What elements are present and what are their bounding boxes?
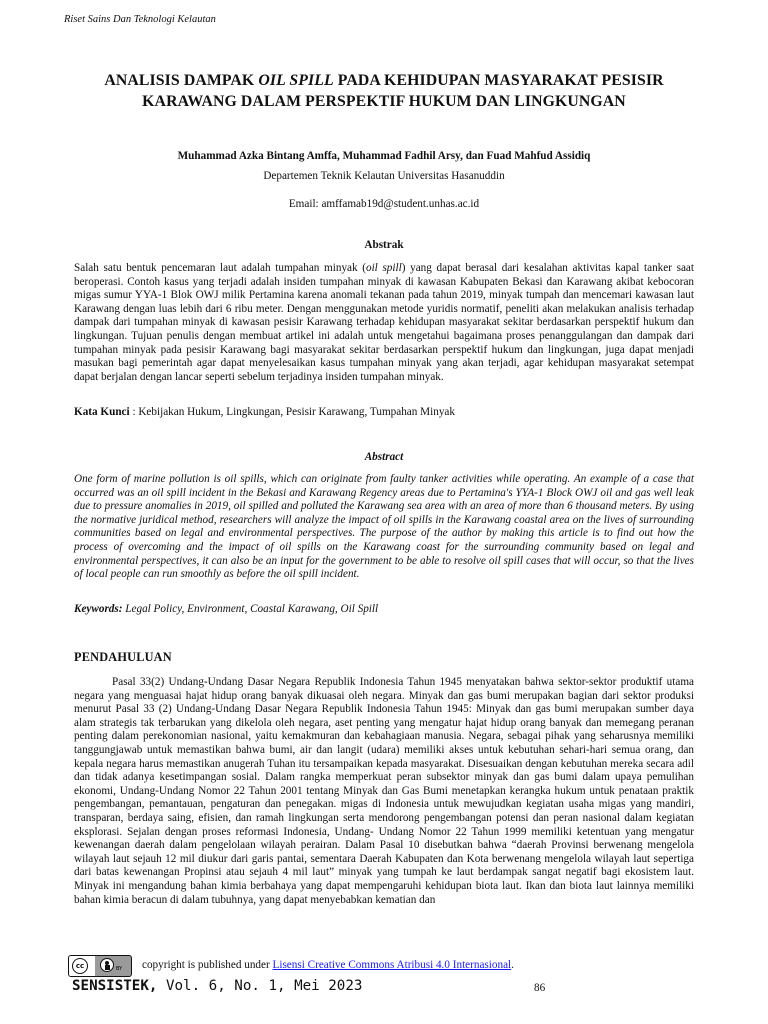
abstrak-body	[74, 262, 694, 384]
copyright-text: copyright is published under	[142, 959, 273, 971]
abstrak-italic-term: oil spill	[365, 262, 402, 274]
title-part-2: PADA KEHIDUPAN MASYARAKAT PESISIR KARAWANG DALAM PERSPEKTIF HUKUM DAN LINGKUNGAN	[142, 72, 664, 110]
pendahuluan-body: Pasal 33(2) Undang-Undang Dasar Negara Republik Indonesia Tahun 1945 menyatakan bahwa sektor-sektor produktif utama negara yang menguasai hajat hidup orang banyak dikuasai oleh negara. Minyak dan gas bumi merupakan bagian dari sektor produksi menurut Pasal 33 (2) Undang-Undang Dasar Negara Republik Indonesia Tahun 1945: Minyak dan gas bumi merupakan sumber daya alam strategis tak terbarukan yang dikelola oleh negara, aset penting yang mengatur hajat hidup orang banyak dan memegang peranan penting dalam perekonomian nasional, yaitu kemakmuran dan kebahagiaan manusia. Negara, sebagai pihak yang seharusnya memiliki tanggungjawab untuk memastikan bahwa bumi, air dan langit (udara) memiliki akses untuk kebutuhan sehari-hari semua orang, dan kepala negara harus memastikan anugerah Tuhan itu tersampaikan kepada masyarakat. Disesuaikan dengan kebutuhan mereka secara adil dan tidak adanya kesetimpangan sosial. Dalam rangka memperkuat peran subsektor minyak dan gas bumi dalam upaya pemulihan ekonomi, Undang-Undang Nomor 22 Tahun 2001 tentang Minyak dan Gas Bumi menetapkan kerangka hukum untuk penataan praktik pengembangan, pemantauan, pengaturan dan penegakan. migas di Indonesia untuk mewujudkan kegiatan usaha migas yang mandiri, transparan, berdaya saing, efisien, dan ramah lingkungan serta mendorong pengembangan potensi dan peran nasional dalam kegiatan eksplorasi. Sejalan dengan proses reformasi Indonesia, Undang- Undang Nomor 22 Tahun 1999 memiliki ketentuan yang mengatur kewenangan daerah dalam pengelolaan wilayah perairan. Dalam Pasal 10 disebutkan bahwa “daerah Provinsi berwenang mengelola wilayah laut sejauh 12 mil diukur dari garis pantai, sementara Daerah Kabupaten dan Kota berwenang mengelola wilayah laut sepertiga dari batas kewenangan Propinsi atau sejauh 4 mil laut” minyak yang tumpah ke laut berdampak sangat negatif bagi ekosistem laut. Minyak ini mengandung bahan kimia berbahaya yang dapat mempengaruhi kehidupan biota laut. Ikan dan biota laut lainnya memiliki bahan kimia beracun di dalam tubuhnya, yang dapat menyebabkan kematian dan	[74, 676, 694, 906]
abstrak-heading: Abstrak	[364, 239, 404, 251]
copyright-line	[142, 959, 514, 971]
journal-citation	[72, 978, 362, 994]
copyright-period: .	[511, 959, 514, 971]
abstrak-text-rest: ) yang dapat berasal dari kesalahan aktivitas kapal tanker saat beroperasi. Contoh kasus yang terjadi adalah insiden tumpahan minyak di kawasan Kabupaten Bekasi dan Karawang akibat kebocoran migas sumur YYA-1 Blok OWJ milik Pertamina karena anomali tekanan pada tahun 2019, minyak tumpah dan mencemari kawasan laut Karawang dengan luas lebih dari 6 ribu meter. Dengan menggunakan metode yuridis normatif, peneliti akan melakukan analisis terhadap dampak dari tumpahan minyak di kawasan pesisir Karawang terhadap kehidupan masyarakat sekitar berdasarkan perspektif hukum dan lingkungan. Tujuan penulis dengan membuat artikel ini adalah untuk mengetahui bagaimana proses penanggulangan dan dampak dari tumpahan minyak pada pesisir Karawang bagi masyarakat sekitar berdasarkan perspektif hukum dan lingkungan, juga dapat menjadi masukan bagi pemerintah agar dapat menyelesaikan kasus tumpahan minyak yang akan terjadi, agar kehidupan masyarakat setempat dapat berjalan dengan lancar seperti sebelum terjadinya insiden tumpahan minyak.	[74, 262, 694, 383]
keywords-values: Legal Policy, Environment, Coastal Karawang, Oil Spill	[122, 603, 379, 615]
page-number: 86	[534, 982, 546, 994]
page-footer	[64, 952, 704, 1002]
paper-title	[64, 70, 704, 112]
kata-kunci-values: : Kebijakan Hukum, Lingkungan, Pesisir Karawang, Tumpahan Minyak	[129, 406, 455, 418]
pendahuluan-heading: PENDAHULUAN	[74, 650, 172, 664]
running-head: Riset Sains Dan Teknologi Kelautan	[64, 14, 216, 25]
cc-icon: cc	[72, 958, 88, 974]
abstract-heading: Abstract	[364, 451, 404, 463]
author-list: Muhammad Azka Bintang Amffa, Muhammad Fadhil Arsy, dan Fuad Mahfud Assidiq	[177, 150, 591, 162]
keywords	[74, 603, 694, 615]
by-label: BY	[116, 966, 123, 972]
license-link[interactable]: Lisensi Creative Commons Atribusi 4.0 Internasional	[272, 959, 512, 971]
journal-name: SENSISTEK,	[72, 978, 158, 994]
title-part-1: ANALISIS DAMPAK	[104, 72, 259, 89]
author-email: Email: amffamab19d@student.unhas.ac.id	[288, 198, 480, 210]
journal-issue: Vol. 6, No. 1, Mei 2023	[157, 978, 363, 994]
abstract-body: One form of marine pollution is oil spills, which can originate from faulty tanker activities while operating. An example of a case that occurred was an oil spill incident in the Bekasi and Karawang Regency areas due to Pertamina's YYA-1 Block OWJ oil and gas well leak due to pressure anomalies in 2019, oil spilled and polluted the Karawang sea area with an area of more than 6 thousand meters. By using the normative juridical method, researchers will analyze the impact of oil spills in the Karawang coastal area on the lives of surrounding communities based on legal and environmental perspectives. The purpose of the author by making this article is to find out how the process of overcoming and the impact of oil spills on the Karawang coast for the surrounding community based on legal and environmental perspectives, it can also be an input for the government to be able to resolve oil spill cases that will occur, so that the lives of local people can run smoothly as before the oil spill incident.	[74, 473, 694, 581]
cc-by-license-icon	[68, 955, 132, 977]
kata-kunci-label: Kata Kunci	[74, 406, 130, 418]
abstrak-text-start: Salah satu bentuk pencemaran laut adalah tumpahan minyak (	[74, 262, 366, 274]
title-italic-term: OIL SPILL	[258, 72, 334, 89]
keywords-label: Keywords:	[74, 603, 123, 615]
attribution-person-icon	[100, 958, 114, 972]
kata-kunci	[74, 406, 694, 418]
affiliation: Departemen Teknik Kelautan Universitas Hasanuddin	[263, 170, 505, 182]
